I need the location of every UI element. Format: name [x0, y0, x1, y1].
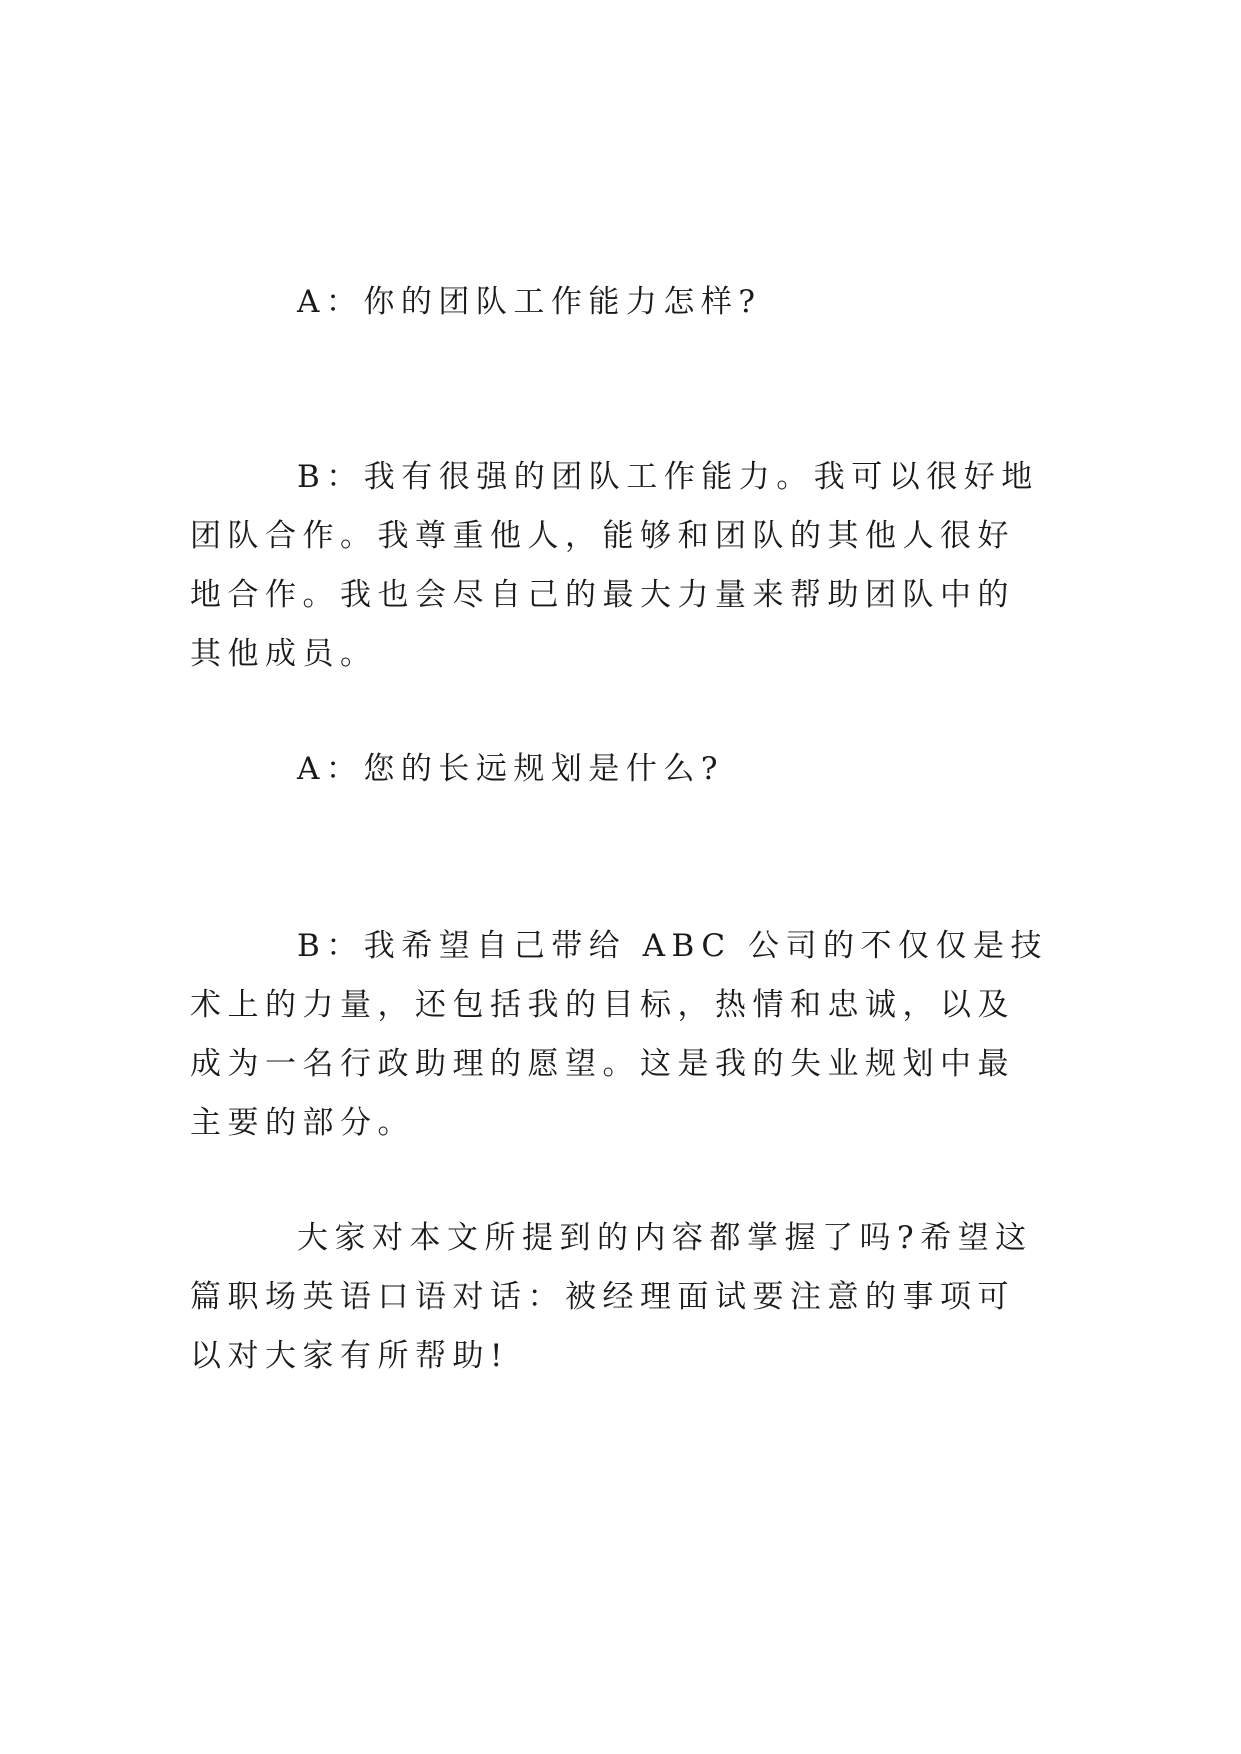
question-teamwork: A：你的团队工作能力怎样?	[297, 284, 762, 320]
answer-teamwork: B：我有很强的团队工作能力。我可以很好地团队合作。我尊重他人，能够和团队的其他人很好地合作。我也会尽自己的最大力量来帮助团队中的其他成员。	[190, 459, 1039, 672]
closing-paragraph: 大家对本文所提到的内容都掌握了吗?希望这篇职场英语口语对话：被经理面试要注意的事项可以对大家有所帮助!	[190, 1220, 1033, 1374]
answer-long-term-plan: B：我希望自己带给 ABC 公司的不仅仅是技术上的力量，还包括我的目标，热情和忠诚，以及成为一名行政助理的愿望。这是我的失业规划中最主要的部分。	[190, 928, 1048, 1141]
question-long-term-plan: A：您的长远规划是什么?	[297, 751, 725, 787]
